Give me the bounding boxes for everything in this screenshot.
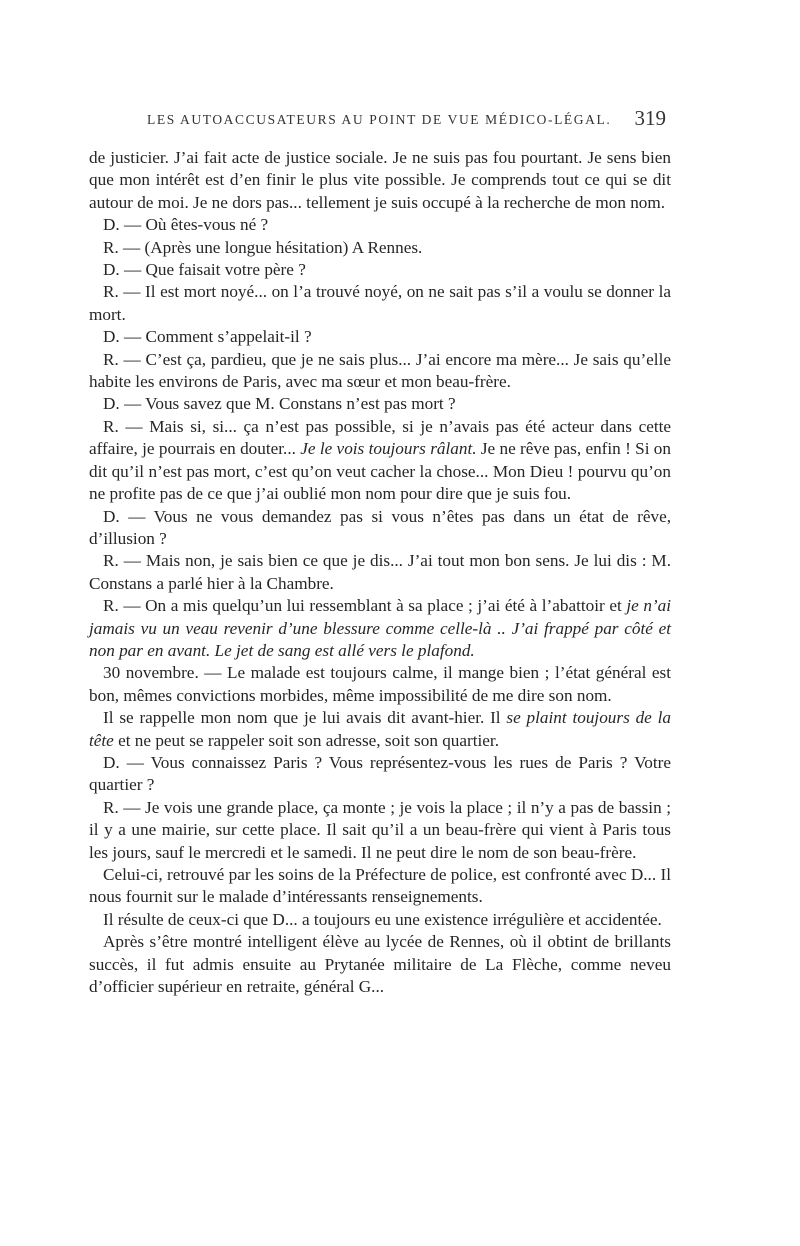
paragraph — [89, 326, 671, 348]
paragraph — [89, 864, 671, 909]
paragraph — [89, 797, 671, 864]
text-run: D. — Vous savez que M. Constans n’est pas mort ? — [103, 394, 456, 414]
text-run: de justicier. J’ai fait acte de justice sociale. Je ne suis pas fou pourtant. Je sens bien que mon intérêt est d’en finir le plus vite possible. Je comprends tout ce qui se dit autour de moi. Je ne dors pas... tellement je suis occupé à la recherche de mon nom. — [89, 148, 671, 212]
text-run: D. — Vous connaissez Paris ? Vous représentez-vous les rues de Paris ? Votre quartier ? — [89, 752, 671, 795]
paragraph — [89, 147, 671, 214]
text-run: Il résulte de ceux-ci que D... a toujours eu une existence irrégulière et accidentée. — [103, 909, 662, 929]
paragraph — [89, 931, 671, 998]
paragraph — [89, 550, 671, 595]
paragraph — [89, 349, 671, 394]
text-run: R. — C’est ça, pardieu, que je ne sais plus... J’ai encore ma mère... Je sais qu’elle habite les environs de Paris, avec ma sœur et mon beau-frère. — [89, 349, 671, 392]
paragraph — [89, 909, 671, 931]
text-run: D. — Que faisait votre père ? — [103, 260, 306, 280]
text-run: D. — Vous ne vous demandez pas si vous n’êtes pas dans un état de rêve, d’illusion ? — [89, 506, 671, 548]
text-run: R. — (Après une longue hésitation) A Rennes. — [103, 237, 423, 257]
text-run: R. — On a mis quelqu’un lui ressemblant à sa place ; j’ai été à l’abattoir et — [103, 596, 627, 616]
italic-text: se plaint toujours de la tête — [89, 708, 671, 750]
text-run: R. — Il est mort noyé... on l’a trouvé noyé, on ne sait pas s’il a voulu se donner la mort. — [89, 282, 671, 324]
text-run: Je ne rêve pas, enfin ! Si on dit qu’il n’est pas mort, c’est qu’on veut cacher la chose... Mon Dieu ! pourvu qu’on ne profite pas de ce que j’ai oublié mon nom pour dire que je suis fou. — [89, 439, 671, 504]
text-run: Il se rappelle mon nom que je lui avais dit avant-hier. Il — [103, 708, 507, 728]
paragraph — [89, 595, 671, 662]
text-run: Celui-ci, retrouvé par les soins de la Préfecture de police, est confronté avec D... Il nous fournit sur le malade d’intéressants renseignements. — [89, 865, 671, 907]
paragraph — [89, 752, 671, 797]
text-run: R. — Je vois une grande place, ça monte ; je vois la place ; il n’y a pas de bassin ; il y a une mairie, sur cette place. Il sait qu’il a un beau-frère qui vient à Paris tous les jours, sauf le mercredi et le samedi. Il ne peut dire le nom de son beau-frère. — [89, 797, 671, 862]
italic-text: je n’ai jamais vu un veau revenir d’une blessure comme celle-là .. J’ai frappé par côté et non par en avant. Le jet de sang est allé vers le plafond. — [89, 596, 672, 660]
text-run: R. — Mais si, si... ça n’est pas possible, si je n’avais pas été acteur dans cette affaire, je pourrais en douter... — [89, 416, 671, 459]
italic-text: Je le vois toujours râlant. — [300, 439, 477, 459]
paragraph — [89, 237, 671, 259]
page-number: 319 — [634, 106, 666, 130]
paragraph — [89, 707, 671, 752]
text-run: Après s’être montré intelligent élève au lycée de Rennes, où il obtint de brillants succès, il fut admis ensuite au Prytanée militaire de La Flèche, comme neveu d’officier supérieur en retraite, général G... — [89, 932, 671, 997]
text-run: R. — Mais non, je sais bien ce que je dis... J’ai tout mon bon sens. Je lui dis : M. Constans a parlé hier à la Chambre. — [89, 551, 671, 593]
paragraph — [89, 506, 671, 551]
body-text — [89, 147, 671, 998]
paragraph — [89, 281, 671, 326]
paragraph — [89, 214, 671, 236]
paragraph — [89, 259, 671, 281]
running-header: LES AUTOACCUSATEURS AU POINT DE VUE MÉDICO-LÉGAL. — [147, 112, 612, 127]
text-run: D. — Comment s’appelait-il ? — [103, 327, 312, 347]
text-run: 30 novembre. — Le malade est toujours calme, il mange bien ; l’état général est bon, mêmes convictions morbides, même impossibilité de me dire son nom. — [89, 663, 671, 705]
text-run: D. — Où êtes-vous né ? — [103, 215, 269, 235]
text-run: et ne peut se rappeler soit son adresse, soit son quartier. — [113, 730, 499, 750]
paragraph — [89, 416, 671, 506]
paragraph — [89, 662, 671, 707]
paragraph — [89, 393, 671, 415]
